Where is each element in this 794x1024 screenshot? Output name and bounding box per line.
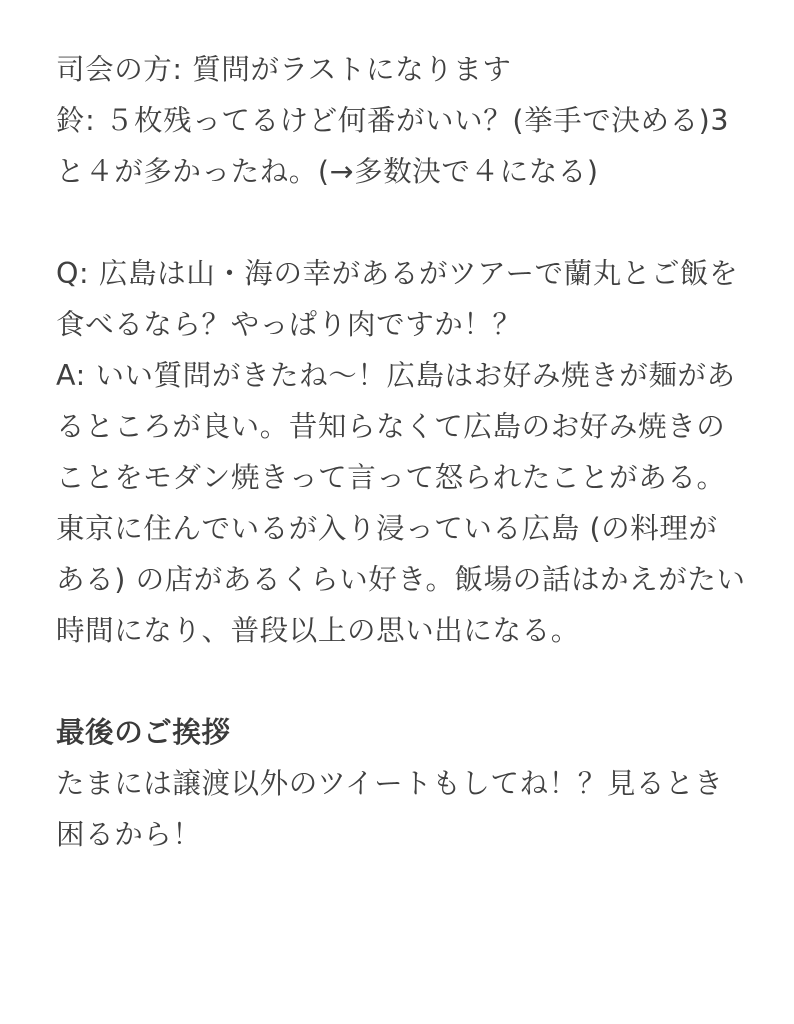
paragraph-spacer: [56, 656, 746, 707]
suzu-line: 鈴: ５枚残ってるけど何番がいい？(挙手で決める)3と４が多かったね。(→多数決で４になる): [56, 104, 730, 188]
paragraph-spacer: [56, 197, 746, 248]
answer-text: A: いい質問がきたね〜！広島はお好み焼きが麺があるところが良い。昔知らなくて広島のお好み焼きのことをモダン焼きって言って怒られたことがある。東京に住んでいるが入り浸っている広島 (の料理がある) の店があるくらい好き。飯場の話はかえがたい時間になり、普段以上の思い出になる。: [56, 359, 746, 647]
mc-line: 司会の方: 質問がラストになります: [56, 53, 512, 86]
memo-document: [56, 44, 746, 860]
question-text: Q: 広島は山・海の幸があるがツアーで蘭丸とご飯を食べるなら？やっぱり肉ですか！？: [56, 257, 739, 341]
closing-heading: 最後のご挨拶: [56, 716, 231, 749]
closing-text: たまには譲渡以外のツイートもしてね！？見るとき困るから！: [56, 767, 724, 851]
